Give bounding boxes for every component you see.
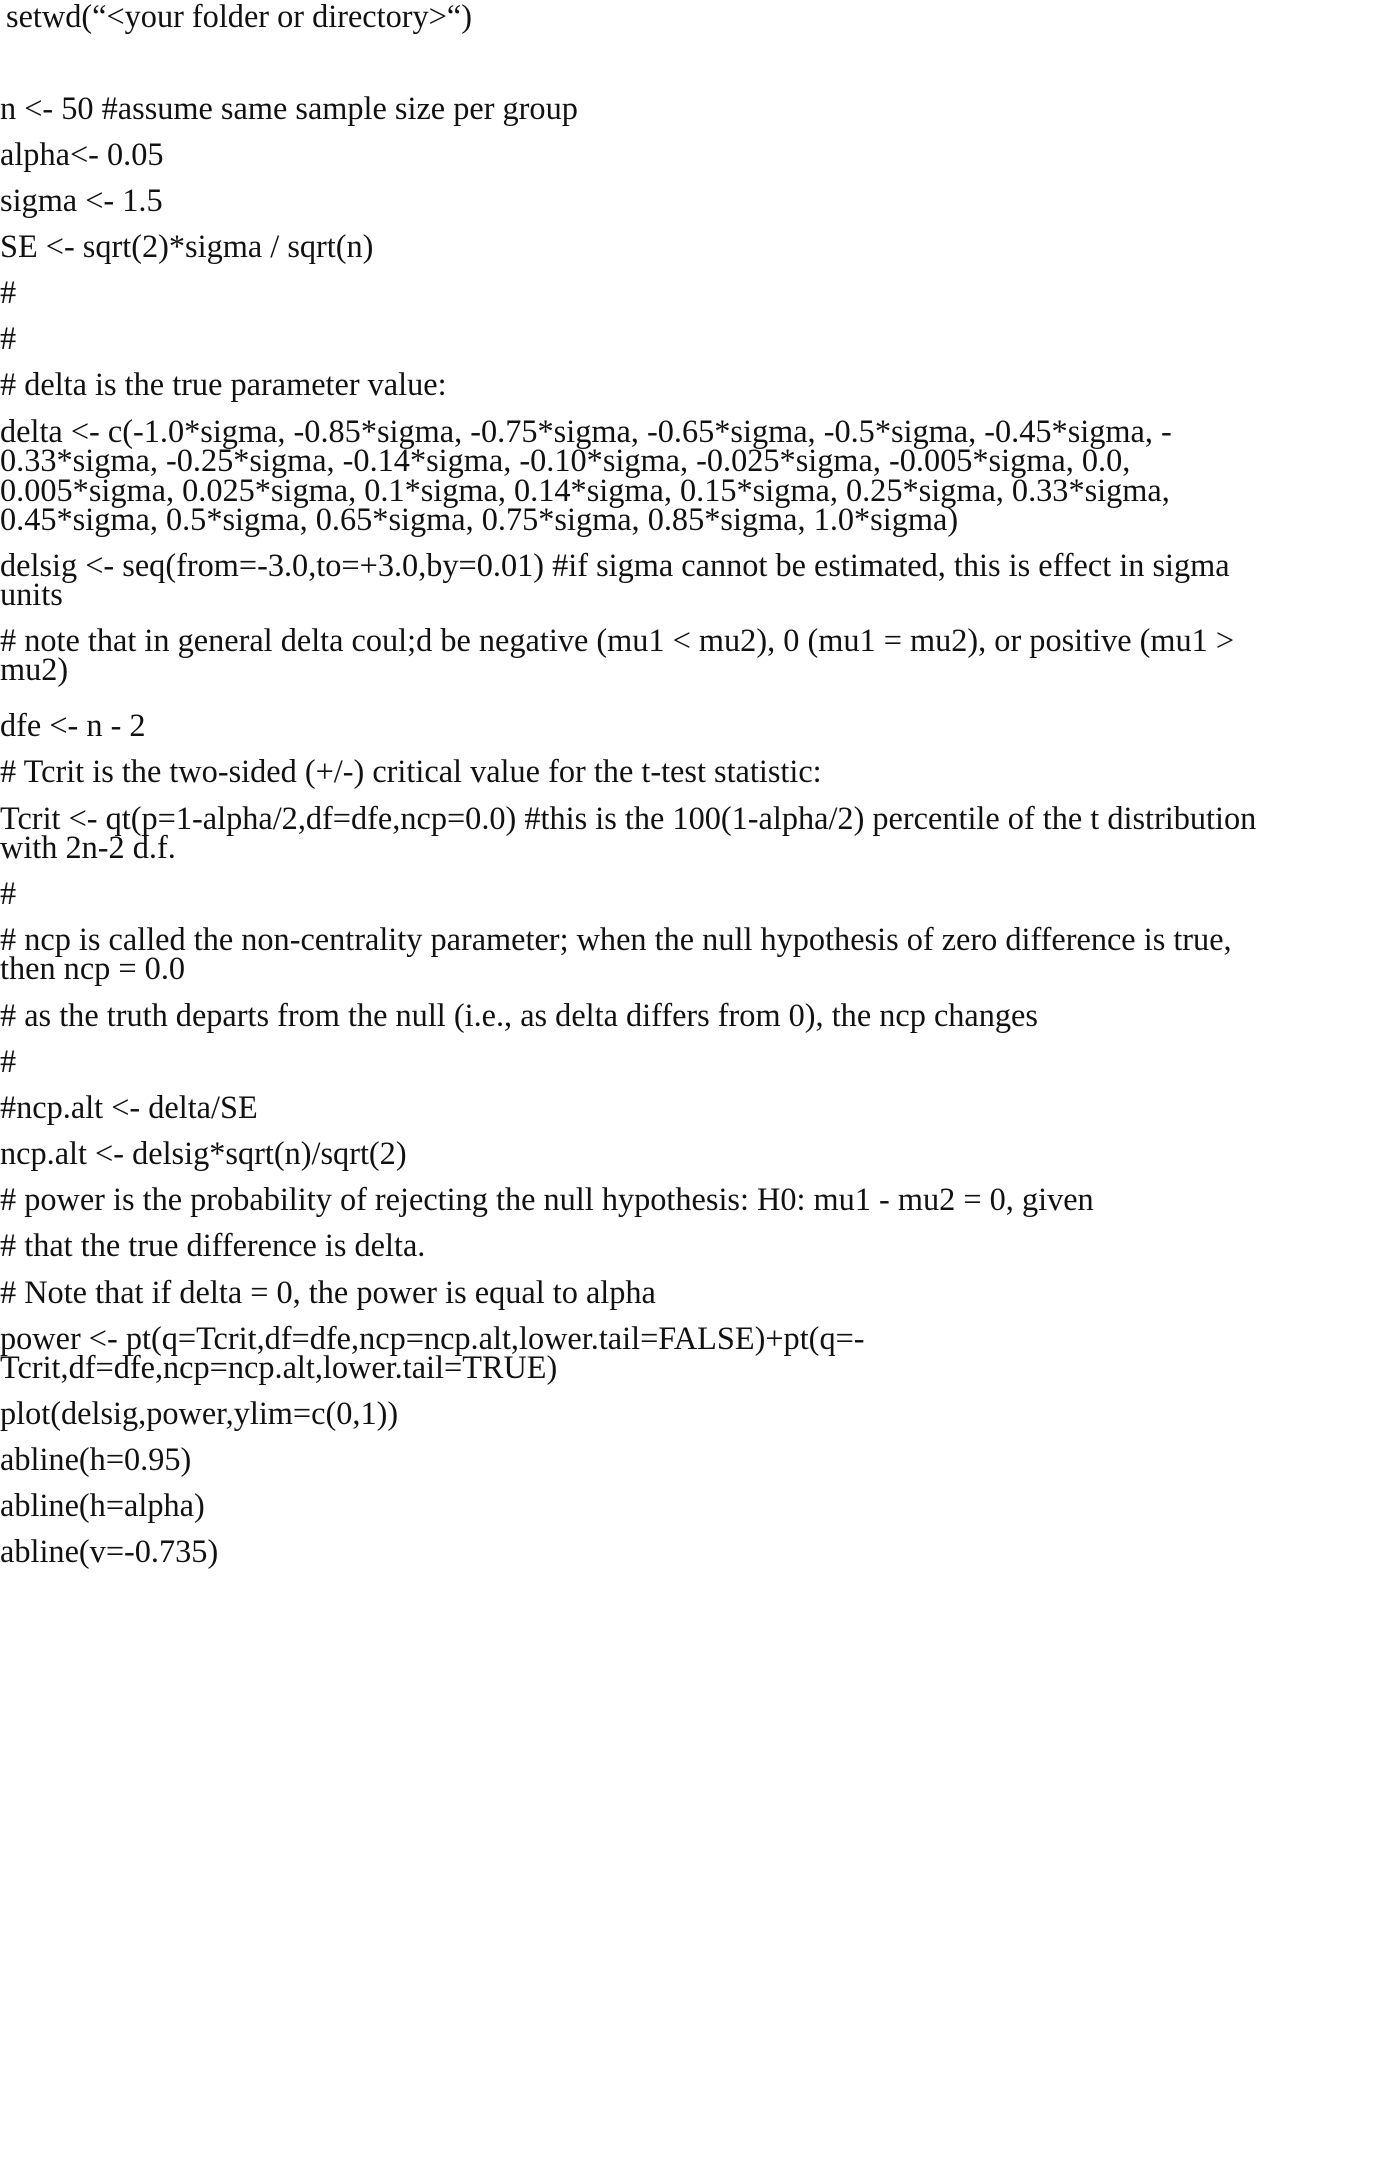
code-line: # delta is the true parameter value:	[0, 366, 447, 402]
code-line: dfe <- n - 2	[0, 707, 146, 743]
code-line: mu2)	[0, 651, 69, 687]
code-line: units	[0, 576, 63, 612]
code-line: n <- 50 #assume same sample size per group	[0, 90, 578, 126]
code-line: setwd(“<your folder or directory>“)	[6, 0, 472, 34]
code-line: with 2n-2 d.f.	[0, 829, 176, 865]
code-line: # note that in general delta coul;d be negative (mu1 < mu2), 0 (mu1 = mu2), or positive (mu1 >	[0, 622, 1235, 658]
code-line: # Note that if delta = 0, the power is equal to alpha	[0, 1274, 656, 1310]
code-line: delsig <- seq(from=-3.0,to=+3.0,by=0.01) #if sigma cannot be estimated, this is effect in sigma	[0, 547, 1230, 583]
code-line: then ncp = 0.0	[0, 950, 186, 986]
code-line: #	[0, 274, 17, 310]
code-line: #	[0, 320, 17, 356]
code-line: # Tcrit is the two-sided (+/-) critical value for the t-test statistic:	[0, 753, 822, 789]
code-line: 0.45*sigma, 0.5*sigma, 0.65*sigma, 0.75*sigma, 0.85*sigma, 1.0*sigma)	[0, 501, 959, 537]
code-line: Tcrit,df=dfe,ncp=ncp.alt,lower.tail=TRUE)	[0, 1349, 558, 1385]
code-line: sigma <- 1.5	[0, 182, 163, 218]
code-line: # as the truth departs from the null (i.e., as delta differs from 0), the ncp changes	[0, 997, 1038, 1033]
code-line: 0.33*sigma, -0.25*sigma, -0.14*sigma, -0.10*sigma, -0.025*sigma, -0.005*sigma, 0.0,	[0, 442, 1131, 478]
code-line: power <- pt(q=Tcrit,df=dfe,ncp=ncp.alt,lower.tail=FALSE)+pt(q=-	[0, 1320, 865, 1356]
code-line: delta <- c(-1.0*sigma, -0.85*sigma, -0.75*sigma, -0.65*sigma, -0.5*sigma, -0.45*sigma, -	[0, 413, 1172, 449]
code-line: plot(delsig,power,ylim=c(0,1))	[0, 1395, 399, 1431]
code-line: 0.005*sigma, 0.025*sigma, 0.1*sigma, 0.14*sigma, 0.15*sigma, 0.25*sigma, 0.33*sigma,	[0, 472, 1170, 508]
code-line: # that the true difference is delta.	[0, 1227, 426, 1263]
code-line: Tcrit <- qt(p=1-alpha/2,df=dfe,ncp=0.0) #this is the 100(1-alpha/2) percentile of the t distribution	[0, 800, 1257, 836]
code-line: # power is the probability of rejecting the null hypothesis: H0: mu1 - mu2 = 0, given	[0, 1181, 1094, 1217]
code-line: #ncp.alt <- delta/SE	[0, 1089, 258, 1125]
code-line: # ncp is called the non-centrality parameter; when the null hypothesis of zero difference is true,	[0, 921, 1232, 957]
code-line: alpha<- 0.05	[0, 136, 164, 172]
code-line: abline(h=0.95)	[0, 1441, 192, 1477]
code-line: ncp.alt <- delsig*sqrt(n)/sqrt(2)	[0, 1135, 407, 1171]
code-line: abline(v=-0.735)	[0, 1533, 219, 1569]
code-line: #	[0, 875, 17, 911]
code-line: abline(h=alpha)	[0, 1487, 205, 1523]
code-line: #	[0, 1043, 17, 1079]
code-line: SE <- sqrt(2)*sigma / sqrt(n)	[0, 228, 374, 264]
